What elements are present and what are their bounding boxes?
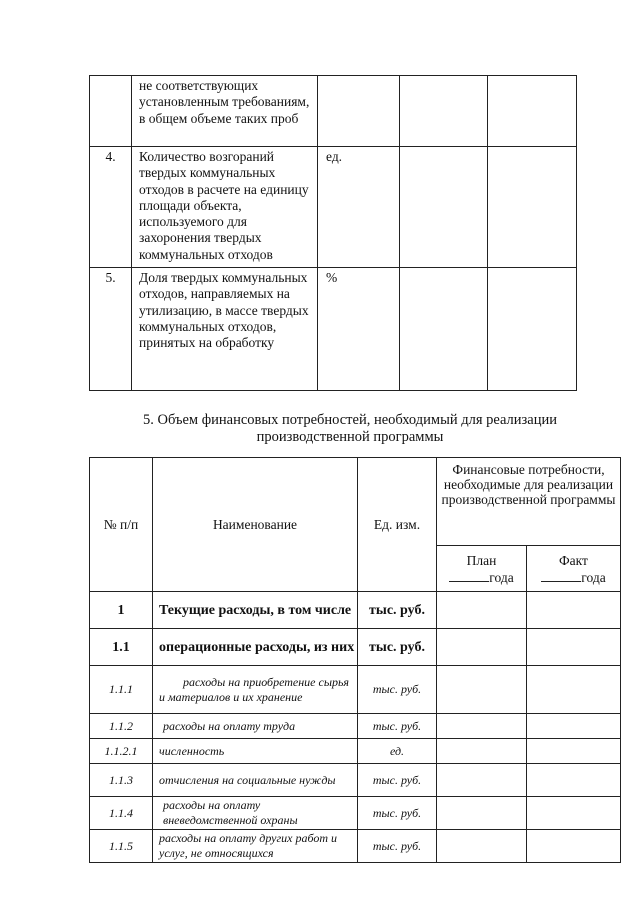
row-number: 1.1.1 <box>90 666 153 714</box>
row-name: расходы на оплату труда <box>153 714 358 739</box>
row-number: 1.1 <box>90 629 153 666</box>
empty-cell <box>400 76 488 147</box>
row-number: 1.1.3 <box>90 764 153 797</box>
row-name: расходы на оплату других работ и услуг, не относящихся <box>153 830 358 863</box>
indicator-unit: % <box>318 268 400 391</box>
indicator-unit <box>318 76 400 147</box>
row-name: операционные расходы, из них <box>153 629 358 666</box>
plan-cell <box>437 714 527 739</box>
plan-cell <box>437 666 527 714</box>
row-unit: ед. <box>358 739 437 764</box>
row-name: расходы на оплату вневедомственной охраны <box>153 797 358 830</box>
empty-cell <box>400 268 488 391</box>
fact-cell <box>527 739 621 764</box>
row-number <box>90 76 132 147</box>
row-name: отчисления на социальные нужды <box>153 764 358 797</box>
fact-cell <box>527 714 621 739</box>
table-row <box>90 592 621 629</box>
row-number: 1.1.4 <box>90 797 153 830</box>
table-row <box>90 147 577 268</box>
table-row <box>90 830 621 863</box>
table-row <box>90 76 577 147</box>
table-row <box>90 666 621 714</box>
row-unit: тыс. руб. <box>358 830 437 863</box>
header-plan: План года <box>437 546 527 592</box>
indicator-unit: ед. <box>318 147 400 268</box>
header-number: № п/п <box>90 458 153 592</box>
header-financial-needs: Финансовые потребности, необходимые для реализации производственной программы <box>437 458 621 546</box>
fact-cell <box>527 797 621 830</box>
indicator-name: не соответствующих установленным требованиям, в общем объеме таких проб <box>132 76 318 147</box>
plan-cell <box>437 739 527 764</box>
row-name: расходы на приобретение сырья и материалов и их хранение <box>153 666 358 714</box>
fact-cell <box>527 592 621 629</box>
indicator-name: Доля твердых коммунальных отходов, направляемых на утилизацию, в массе твердых коммунальных отходов, принятых на обработку <box>132 268 318 391</box>
empty-cell <box>400 147 488 268</box>
section-title: 5. Объем финансовых потребностей, необходимый для реализации производственной программы <box>143 412 557 445</box>
fact-cell <box>527 629 621 666</box>
header-fact: Факт года <box>527 546 621 592</box>
plan-cell <box>437 592 527 629</box>
table-row <box>90 739 621 764</box>
table-row <box>90 714 621 739</box>
row-name: Текущие расходы, в том числе <box>153 592 358 629</box>
fact-cell <box>527 764 621 797</box>
row-number: 1.1.2.1 <box>90 739 153 764</box>
header-row <box>90 458 621 546</box>
empty-cell <box>488 147 577 268</box>
empty-cell <box>488 76 577 147</box>
table-row <box>90 764 621 797</box>
plan-cell <box>437 830 527 863</box>
row-unit: тыс. руб. <box>358 764 437 797</box>
plan-cell <box>437 764 527 797</box>
row-number: 1.1.5 <box>90 830 153 863</box>
table-row <box>90 797 621 830</box>
row-unit: тыс. руб. <box>358 666 437 714</box>
indicator-name: Количество возгораний твердых коммунальных отходов в расчете на единицу площади объекта, используемого для захоронения твердых коммунальных отходов <box>132 147 318 268</box>
row-number: 4. <box>90 147 132 268</box>
row-unit: тыс. руб. <box>358 592 437 629</box>
row-unit: тыс. руб. <box>358 629 437 666</box>
financial-needs-table <box>89 457 621 863</box>
row-number: 1.1.2 <box>90 714 153 739</box>
indicators-table <box>89 75 577 391</box>
header-name: Наименование <box>153 458 358 592</box>
plan-cell <box>437 629 527 666</box>
row-name: численность <box>153 739 358 764</box>
plan-cell <box>437 797 527 830</box>
table-row <box>90 629 621 666</box>
fact-cell <box>527 666 621 714</box>
row-number: 1 <box>90 592 153 629</box>
fact-cell <box>527 830 621 863</box>
table-row <box>90 268 577 391</box>
row-unit: тыс. руб. <box>358 797 437 830</box>
header-unit: Ед. изм. <box>358 458 437 592</box>
empty-cell <box>488 268 577 391</box>
row-number: 5. <box>90 268 132 391</box>
row-unit: тыс. руб. <box>358 714 437 739</box>
